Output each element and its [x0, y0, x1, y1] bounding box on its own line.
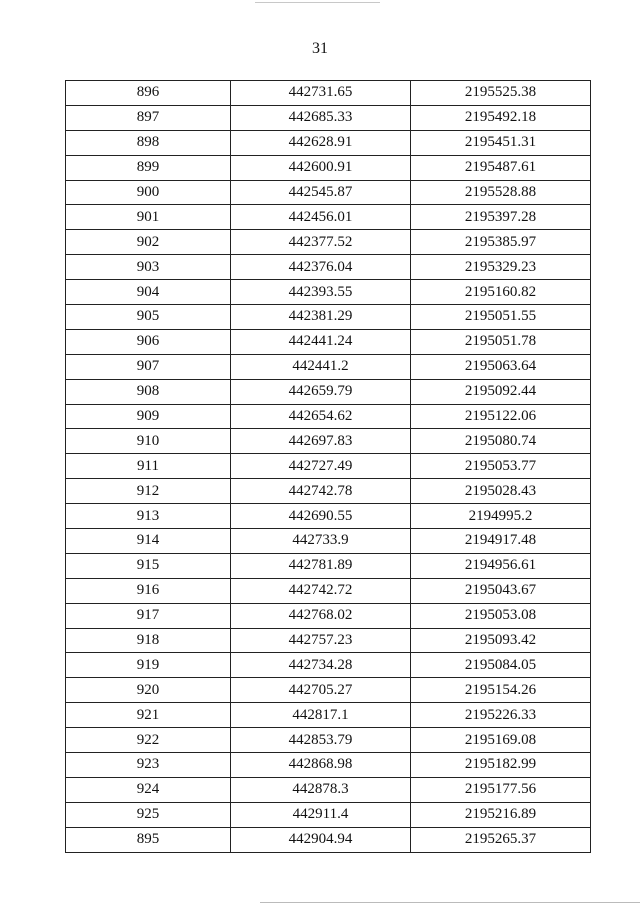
- table-row: [66, 305, 591, 330]
- point-number-cell: 900: [66, 180, 231, 205]
- coordinates-table: [65, 80, 591, 853]
- table-row: [66, 603, 591, 628]
- x-coordinate-cell: 442654.62: [231, 404, 411, 429]
- point-number-cell: 922: [66, 728, 231, 753]
- y-coordinate-cell: 2194956.61: [411, 553, 591, 578]
- point-number-cell: 897: [66, 105, 231, 130]
- point-number-cell: 895: [66, 827, 231, 852]
- x-coordinate-cell: 442853.79: [231, 728, 411, 753]
- table-row: [66, 404, 591, 429]
- y-coordinate-cell: 2195084.05: [411, 653, 591, 678]
- table-row: [66, 578, 591, 603]
- table-row: [66, 180, 591, 205]
- x-coordinate-cell: 442690.55: [231, 504, 411, 529]
- x-coordinate-cell: 442781.89: [231, 553, 411, 578]
- x-coordinate-cell: 442733.9: [231, 529, 411, 554]
- y-coordinate-cell: 2195122.06: [411, 404, 591, 429]
- x-coordinate-cell: 442705.27: [231, 678, 411, 703]
- y-coordinate-cell: 2195154.26: [411, 678, 591, 703]
- x-coordinate-cell: 442456.01: [231, 205, 411, 230]
- table-row: [66, 205, 591, 230]
- point-number-cell: 919: [66, 653, 231, 678]
- table-row: [66, 802, 591, 827]
- x-coordinate-cell: 442868.98: [231, 753, 411, 778]
- x-coordinate-cell: 442727.49: [231, 454, 411, 479]
- y-coordinate-cell: 2195043.67: [411, 578, 591, 603]
- point-number-cell: 912: [66, 479, 231, 504]
- y-coordinate-cell: 2195528.88: [411, 180, 591, 205]
- y-coordinate-cell: 2195051.55: [411, 305, 591, 330]
- table-row: [66, 753, 591, 778]
- table-row: [66, 827, 591, 852]
- point-number-cell: 896: [66, 81, 231, 106]
- point-number-cell: 905: [66, 305, 231, 330]
- point-number-cell: 921: [66, 703, 231, 728]
- point-number-cell: 901: [66, 205, 231, 230]
- x-coordinate-cell: 442911.4: [231, 802, 411, 827]
- y-coordinate-cell: 2195053.77: [411, 454, 591, 479]
- table-row: [66, 678, 591, 703]
- point-number-cell: 918: [66, 628, 231, 653]
- point-number-cell: 910: [66, 429, 231, 454]
- y-coordinate-cell: 2195525.38: [411, 81, 591, 106]
- table-row: [66, 454, 591, 479]
- y-coordinate-cell: 2195329.23: [411, 255, 591, 280]
- x-coordinate-cell: 442628.91: [231, 130, 411, 155]
- point-number-cell: 920: [66, 678, 231, 703]
- y-coordinate-cell: 2195160.82: [411, 280, 591, 305]
- x-coordinate-cell: 442731.65: [231, 81, 411, 106]
- x-coordinate-cell: 442441.2: [231, 354, 411, 379]
- point-number-cell: 904: [66, 280, 231, 305]
- x-coordinate-cell: 442600.91: [231, 155, 411, 180]
- y-coordinate-cell: 2195265.37: [411, 827, 591, 852]
- point-number-cell: 911: [66, 454, 231, 479]
- table-row: [66, 479, 591, 504]
- y-coordinate-cell: 2195182.99: [411, 753, 591, 778]
- table-row: [66, 553, 591, 578]
- table-row: [66, 155, 591, 180]
- table-row: [66, 354, 591, 379]
- page-number: 31: [312, 40, 328, 57]
- table-row: [66, 429, 591, 454]
- y-coordinate-cell: 2195051.78: [411, 329, 591, 354]
- x-coordinate-cell: 442393.55: [231, 280, 411, 305]
- x-coordinate-cell: 442742.78: [231, 479, 411, 504]
- point-number-cell: 902: [66, 230, 231, 255]
- y-coordinate-cell: 2195216.89: [411, 802, 591, 827]
- x-coordinate-cell: 442768.02: [231, 603, 411, 628]
- point-number-cell: 906: [66, 329, 231, 354]
- point-number-cell: 913: [66, 504, 231, 529]
- x-coordinate-cell: 442381.29: [231, 305, 411, 330]
- y-coordinate-cell: 2195177.56: [411, 777, 591, 802]
- y-coordinate-cell: 2195063.64: [411, 354, 591, 379]
- table-row: [66, 280, 591, 305]
- y-coordinate-cell: 2194917.48: [411, 529, 591, 554]
- y-coordinate-cell: 2195487.61: [411, 155, 591, 180]
- y-coordinate-cell: 2195385.97: [411, 230, 591, 255]
- table-row: [66, 529, 591, 554]
- table-row: [66, 653, 591, 678]
- y-coordinate-cell: 2194995.2: [411, 504, 591, 529]
- table-row: [66, 230, 591, 255]
- top-divider: [255, 2, 380, 3]
- x-coordinate-cell: 442878.3: [231, 777, 411, 802]
- x-coordinate-cell: 442697.83: [231, 429, 411, 454]
- point-number-cell: 914: [66, 529, 231, 554]
- x-coordinate-cell: 442742.72: [231, 578, 411, 603]
- point-number-cell: 916: [66, 578, 231, 603]
- point-number-cell: 915: [66, 553, 231, 578]
- x-coordinate-cell: 442659.79: [231, 379, 411, 404]
- x-coordinate-cell: 442376.04: [231, 255, 411, 280]
- x-coordinate-cell: 442817.1: [231, 703, 411, 728]
- table-row: [66, 105, 591, 130]
- point-number-cell: 923: [66, 753, 231, 778]
- table-row: [66, 130, 591, 155]
- point-number-cell: 908: [66, 379, 231, 404]
- point-number-cell: 925: [66, 802, 231, 827]
- table-row: [66, 329, 591, 354]
- x-coordinate-cell: 442377.52: [231, 230, 411, 255]
- y-coordinate-cell: 2195053.08: [411, 603, 591, 628]
- table-row: [66, 703, 591, 728]
- table-row: [66, 777, 591, 802]
- y-coordinate-cell: 2195092.44: [411, 379, 591, 404]
- x-coordinate-cell: 442545.87: [231, 180, 411, 205]
- y-coordinate-cell: 2195169.08: [411, 728, 591, 753]
- point-number-cell: 899: [66, 155, 231, 180]
- y-coordinate-cell: 2195028.43: [411, 479, 591, 504]
- x-coordinate-cell: 442441.24: [231, 329, 411, 354]
- y-coordinate-cell: 2195080.74: [411, 429, 591, 454]
- point-number-cell: 924: [66, 777, 231, 802]
- point-number-cell: 909: [66, 404, 231, 429]
- y-coordinate-cell: 2195492.18: [411, 105, 591, 130]
- point-number-cell: 898: [66, 130, 231, 155]
- point-number-cell: 903: [66, 255, 231, 280]
- table-row: [66, 628, 591, 653]
- y-coordinate-cell: 2195451.31: [411, 130, 591, 155]
- x-coordinate-cell: 442904.94: [231, 827, 411, 852]
- y-coordinate-cell: 2195397.28: [411, 205, 591, 230]
- table-row: [66, 255, 591, 280]
- coordinates-table-body: [66, 81, 591, 853]
- x-coordinate-cell: 442685.33: [231, 105, 411, 130]
- table-row: [66, 504, 591, 529]
- table-row: [66, 379, 591, 404]
- point-number-cell: 907: [66, 354, 231, 379]
- x-coordinate-cell: 442757.23: [231, 628, 411, 653]
- y-coordinate-cell: 2195093.42: [411, 628, 591, 653]
- table-row: [66, 728, 591, 753]
- point-number-cell: 917: [66, 603, 231, 628]
- bottom-divider: [260, 902, 640, 903]
- y-coordinate-cell: 2195226.33: [411, 703, 591, 728]
- table-row: [66, 81, 591, 106]
- x-coordinate-cell: 442734.28: [231, 653, 411, 678]
